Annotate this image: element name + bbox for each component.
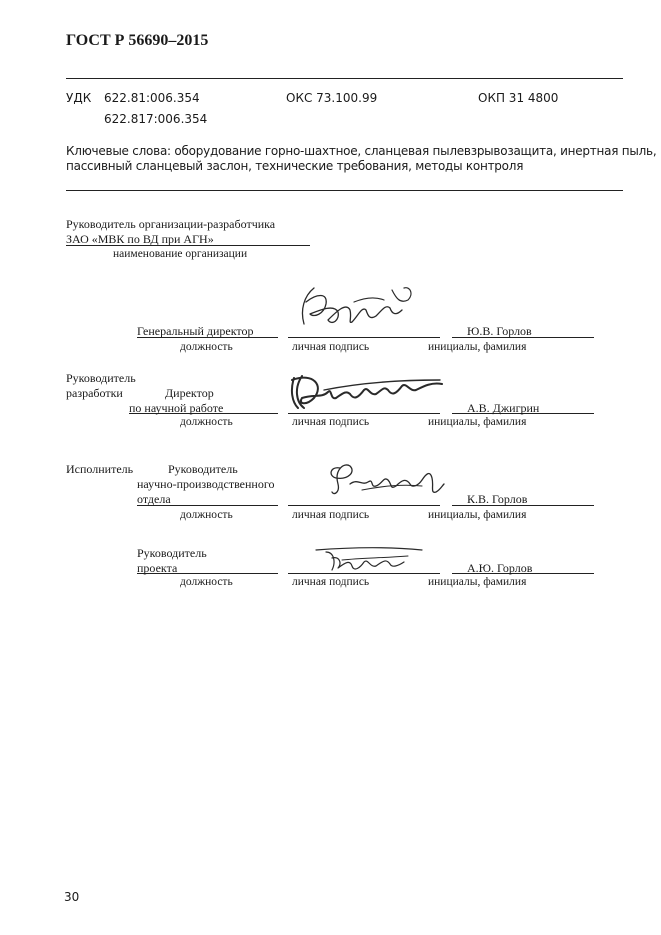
signature-project-head — [312, 542, 432, 582]
keywords-line-1: Ключевые слова: оборудование горно-шахтное, сланцевая пылевзрывозащита, инертная пыль, — [66, 144, 657, 158]
project-head-name: А.Ю. Горлов — [467, 561, 533, 575]
caption-signature-2: личная подпись — [292, 416, 370, 428]
caption-position-3: должность — [180, 509, 233, 521]
position-line-3 — [137, 505, 278, 506]
executor-name: К.В. Горлов — [467, 492, 528, 506]
general-director-position: Генеральный директор — [137, 324, 254, 338]
general-director-name: Ю.В. Горлов — [467, 324, 532, 338]
dev-head-name: А.В. Джигрин — [467, 401, 540, 415]
signature-dev-head — [284, 368, 454, 418]
organization-heading: Руководитель организации-разработчика — [66, 217, 276, 231]
oks-code: ОКС 73.100.99 — [286, 91, 378, 105]
page-number: 30 — [64, 890, 80, 904]
project-head-position-line-1: Руководитель — [137, 546, 207, 560]
caption-name-1: инициалы, фамилия — [428, 341, 527, 353]
executor-position-line-3: отдела — [137, 492, 171, 506]
executor-position-line-2: научно-производственного — [137, 477, 275, 491]
caption-signature-3: личная подпись — [292, 509, 370, 521]
dev-head-position-line-1: Директор — [165, 386, 214, 400]
udk-code-1: 622.81:006.354 — [104, 91, 200, 105]
caption-signature-4: личная подпись — [292, 576, 370, 588]
keywords-line-2: пассивный сланцевый заслон, технические требования, методы контроля — [66, 159, 524, 173]
udk-code-2: 622.817:006.354 — [104, 112, 208, 126]
signature-executor — [322, 456, 452, 506]
top-rule — [66, 78, 623, 79]
udk-label: УДК — [66, 91, 92, 105]
dev-head-role-line-1: Руководитель — [66, 371, 136, 385]
caption-position-4: должность — [180, 576, 233, 588]
document-code: ГОСТ Р 56690–2015 — [66, 32, 209, 49]
organization-caption: наименование организации — [113, 248, 248, 260]
organization-name: ЗАО «МВК по ВД при АГН» — [66, 232, 214, 246]
signature-general-director — [292, 280, 422, 340]
organization-name-underline — [66, 245, 310, 246]
project-head-position-line-2: проекта — [137, 561, 178, 575]
position-line-4 — [137, 573, 278, 574]
caption-position-2: должность — [180, 416, 233, 428]
executor-role: Исполнитель — [66, 462, 134, 476]
caption-signature-1: личная подпись — [292, 341, 370, 353]
keywords-rule — [66, 190, 623, 191]
okp-code: ОКП 31 4800 — [478, 91, 559, 105]
position-line-1 — [137, 337, 278, 338]
executor-position-line-1: Руководитель — [168, 462, 238, 476]
caption-name-3: инициалы, фамилия — [428, 509, 527, 521]
position-line-2 — [129, 413, 278, 414]
dev-head-role-line-2: разработки — [66, 386, 123, 400]
caption-name-4: инициалы, фамилия — [428, 576, 527, 588]
caption-name-2: инициалы, фамилия — [428, 416, 527, 428]
dev-head-position-line-2: по научной работе — [129, 401, 224, 415]
caption-position-1: должность — [180, 341, 233, 353]
